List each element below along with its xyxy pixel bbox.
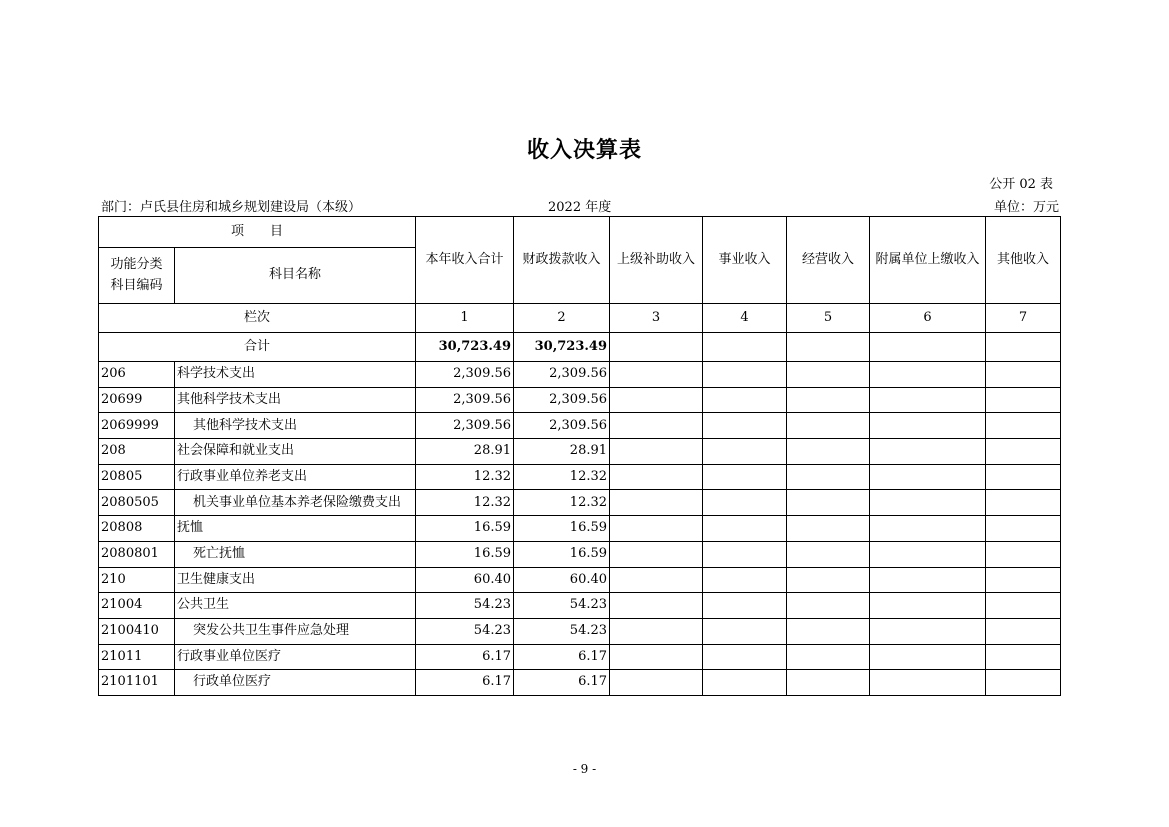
row-value-1: 60.40 (416, 567, 514, 593)
row-code: 20699 (99, 387, 175, 413)
table-row (99, 670, 1061, 696)
total-value-2: 30,723.49 (514, 333, 610, 362)
row-value-4 (703, 413, 787, 439)
fiscal-year: 2022 年度 (548, 200, 612, 215)
row-value-2: 12.32 (514, 464, 610, 490)
table-row (99, 362, 1061, 388)
total-value-3 (610, 333, 703, 362)
row-name: 其他科学技术支出 (175, 413, 416, 439)
total-value-7 (986, 333, 1061, 362)
row-value-2: 2,309.56 (514, 413, 610, 439)
table-row (99, 413, 1061, 439)
row-value-7 (986, 413, 1061, 439)
row-value-6 (870, 593, 986, 619)
row-value-5 (787, 516, 870, 542)
row-code: 206 (99, 362, 175, 388)
row-value-3 (610, 567, 703, 593)
row-value-7 (986, 439, 1061, 465)
total-value-6 (870, 333, 986, 362)
row-value-4 (703, 670, 787, 696)
row-value-7 (986, 387, 1061, 413)
total-row (99, 333, 1061, 362)
row-value-2: 6.17 (514, 644, 610, 670)
row-name: 死亡抚恤 (175, 541, 416, 567)
column-index-4: 4 (703, 304, 787, 333)
row-name: 抚恤 (175, 516, 416, 542)
row-code: 21004 (99, 593, 175, 619)
header-row-project (99, 217, 1061, 248)
row-value-7 (986, 618, 1061, 644)
column-index-5: 5 (787, 304, 870, 333)
row-name: 社会保障和就业支出 (175, 439, 416, 465)
row-value-1: 16.59 (416, 541, 514, 567)
row-value-1: 54.23 (416, 618, 514, 644)
header-project: 项 目 (99, 217, 416, 248)
column-index-label: 栏次 (99, 304, 416, 333)
column-index-3: 3 (610, 304, 703, 333)
income-table (98, 216, 1061, 696)
row-value-7 (986, 490, 1061, 516)
row-code: 2080505 (99, 490, 175, 516)
header-col-3: 上级补助收入 (610, 217, 703, 304)
row-code: 20808 (99, 516, 175, 542)
table-row (99, 516, 1061, 542)
row-value-6 (870, 644, 986, 670)
row-value-1: 2,309.56 (416, 387, 514, 413)
page-number: - 9 - (572, 762, 597, 776)
row-name: 行政事业单位养老支出 (175, 464, 416, 490)
row-value-5 (787, 670, 870, 696)
row-value-6 (870, 490, 986, 516)
row-value-4 (703, 644, 787, 670)
row-value-5 (787, 541, 870, 567)
row-value-1: 2,309.56 (416, 362, 514, 388)
row-code: 2100410 (99, 618, 175, 644)
column-index-1: 1 (416, 304, 514, 333)
row-value-6 (870, 439, 986, 465)
row-code: 2080801 (99, 541, 175, 567)
column-index-6: 6 (870, 304, 986, 333)
row-value-3 (610, 618, 703, 644)
row-name: 行政单位医疗 (175, 670, 416, 696)
row-value-6 (870, 516, 986, 542)
row-value-5 (787, 618, 870, 644)
row-value-6 (870, 362, 986, 388)
table-row (99, 618, 1061, 644)
row-value-4 (703, 618, 787, 644)
row-name: 突发公共卫生事件应急处理 (175, 618, 416, 644)
row-value-2: 12.32 (514, 490, 610, 516)
row-value-2: 54.23 (514, 593, 610, 619)
header-col-5: 经营收入 (787, 217, 870, 304)
column-index-7: 7 (986, 304, 1061, 333)
row-value-3 (610, 439, 703, 465)
row-value-4 (703, 464, 787, 490)
header-col-6: 附属单位上缴收入 (870, 217, 986, 304)
row-value-3 (610, 593, 703, 619)
department-label: 部门：卢氏县住房和城乡规划建设局（本级） (101, 200, 362, 215)
total-value-1: 30,723.49 (416, 333, 514, 362)
table-row (99, 541, 1061, 567)
report-title: 收入决算表 (526, 137, 642, 163)
header-code (99, 248, 175, 304)
total-value-4 (703, 333, 787, 362)
row-name: 机关事业单位基本养老保险缴费支出 (175, 490, 416, 516)
row-value-2: 60.40 (514, 567, 610, 593)
row-value-1: 28.91 (416, 439, 514, 465)
row-value-3 (610, 541, 703, 567)
row-value-4 (703, 439, 787, 465)
table-body (99, 217, 1061, 696)
table-row (99, 464, 1061, 490)
row-value-5 (787, 439, 870, 465)
row-value-3 (610, 670, 703, 696)
row-value-7 (986, 644, 1061, 670)
row-value-3 (610, 644, 703, 670)
header-code-line1: 功能分类 (110, 256, 163, 272)
row-value-6 (870, 387, 986, 413)
row-code: 20805 (99, 464, 175, 490)
row-value-3 (610, 516, 703, 542)
row-value-4 (703, 593, 787, 619)
row-value-1: 6.17 (416, 644, 514, 670)
row-value-1: 54.23 (416, 593, 514, 619)
row-value-4 (703, 490, 787, 516)
row-value-2: 16.59 (514, 541, 610, 567)
unit-label: 单位：万元 (993, 200, 1059, 215)
row-value-7 (986, 362, 1061, 388)
column-index-row (99, 304, 1061, 333)
row-value-5 (787, 413, 870, 439)
row-value-5 (787, 490, 870, 516)
column-index-2: 2 (514, 304, 610, 333)
row-value-7 (986, 567, 1061, 593)
row-value-5 (787, 593, 870, 619)
row-value-3 (610, 464, 703, 490)
table-row (99, 593, 1061, 619)
row-value-4 (703, 541, 787, 567)
table-row (99, 387, 1061, 413)
row-value-2: 16.59 (514, 516, 610, 542)
row-value-1: 2,309.56 (416, 413, 514, 439)
row-value-4 (703, 567, 787, 593)
total-label: 合计 (99, 333, 416, 362)
row-value-2: 2,309.56 (514, 362, 610, 388)
header-col-4: 事业收入 (703, 217, 787, 304)
header-code-line2: 科目编码 (110, 277, 163, 293)
form-number: 公开 02 表 (989, 177, 1053, 192)
row-name: 卫生健康支出 (175, 567, 416, 593)
row-value-7 (986, 670, 1061, 696)
row-value-5 (787, 362, 870, 388)
row-value-5 (787, 644, 870, 670)
row-value-3 (610, 490, 703, 516)
row-value-3 (610, 413, 703, 439)
row-value-3 (610, 362, 703, 388)
row-name: 其他科学技术支出 (175, 387, 416, 413)
row-code: 21011 (99, 644, 175, 670)
row-name: 科学技术支出 (175, 362, 416, 388)
header-col-7: 其他收入 (986, 217, 1061, 304)
row-code: 2069999 (99, 413, 175, 439)
total-value-5 (787, 333, 870, 362)
row-value-2: 54.23 (514, 618, 610, 644)
row-value-6 (870, 567, 986, 593)
table-row (99, 567, 1061, 593)
row-value-1: 12.32 (416, 490, 514, 516)
row-value-6 (870, 618, 986, 644)
row-value-6 (870, 670, 986, 696)
row-value-1: 12.32 (416, 464, 514, 490)
row-value-2: 2,309.56 (514, 387, 610, 413)
header-col-1: 本年收入合计 (416, 217, 514, 304)
row-value-6 (870, 413, 986, 439)
table-row (99, 644, 1061, 670)
row-value-3 (610, 387, 703, 413)
row-code: 2101101 (99, 670, 175, 696)
row-value-6 (870, 464, 986, 490)
row-value-7 (986, 464, 1061, 490)
row-value-1: 6.17 (416, 670, 514, 696)
row-code: 210 (99, 567, 175, 593)
header-name: 科目名称 (175, 248, 416, 304)
row-name: 行政事业单位医疗 (175, 644, 416, 670)
row-value-7 (986, 516, 1061, 542)
row-value-4 (703, 516, 787, 542)
row-value-4 (703, 362, 787, 388)
row-value-4 (703, 387, 787, 413)
header-col-2: 财政拨款收入 (514, 217, 610, 304)
row-value-5 (787, 464, 870, 490)
row-name: 公共卫生 (175, 593, 416, 619)
table-row (99, 490, 1061, 516)
row-value-6 (870, 541, 986, 567)
row-value-7 (986, 593, 1061, 619)
row-value-5 (787, 387, 870, 413)
table-row (99, 439, 1061, 465)
row-value-1: 16.59 (416, 516, 514, 542)
row-value-5 (787, 567, 870, 593)
row-value-7 (986, 541, 1061, 567)
row-code: 208 (99, 439, 175, 465)
row-value-2: 28.91 (514, 439, 610, 465)
row-value-2: 6.17 (514, 670, 610, 696)
